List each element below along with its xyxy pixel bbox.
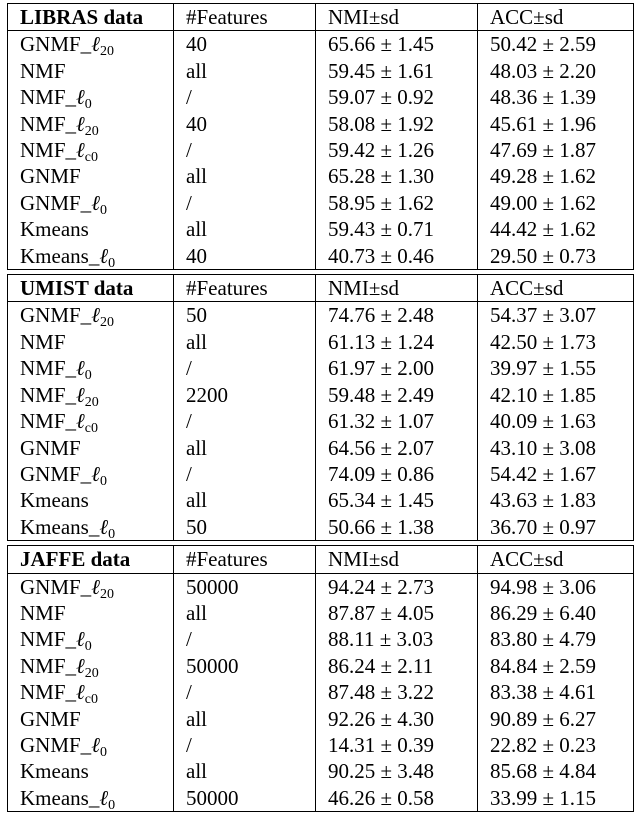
section-header-row [8, 546, 634, 573]
features-column-header: #Features [174, 546, 316, 573]
nmi-column-header: NMI±sd [316, 546, 478, 573]
acc-cell: 44.42 ± 1.62 [478, 216, 634, 242]
acc-cell: 90.89 ± 6.27 [478, 706, 634, 732]
method-cell [8, 679, 174, 705]
table-row [8, 84, 634, 110]
ell-symbol: ℓ [76, 653, 85, 678]
table-row [8, 137, 634, 163]
nmi-column-header: NMI±sd [316, 275, 478, 302]
acc-cell: 94.98 ± 3.06 [478, 573, 634, 600]
method-subscript: 20 [99, 315, 114, 329]
section-header-row [8, 4, 634, 31]
method-cell [8, 653, 174, 679]
method-name: NMF_ℓ [20, 409, 85, 434]
table-row [8, 600, 634, 626]
results-table-body [8, 3, 634, 812]
acc-cell: 83.80 ± 4.79 [478, 626, 634, 652]
acc-cell: 45.61 ± 1.96 [478, 111, 634, 137]
method-subscript: 0 [99, 473, 107, 488]
method-cell [8, 732, 174, 758]
method-name: GNMF_ℓ [20, 732, 100, 757]
method-name: NMF_ℓ [20, 627, 85, 652]
nmi-cell: 90.25 ± 3.48 [316, 758, 478, 784]
nmi-cell: 50.66 ± 1.38 [316, 514, 478, 541]
method-cell [8, 163, 174, 189]
table-row [8, 758, 634, 784]
acc-cell: 84.84 ± 2.59 [478, 653, 634, 679]
table-row [8, 732, 634, 758]
table-row [8, 355, 634, 381]
acc-cell: 42.50 ± 1.73 [478, 329, 634, 355]
acc-cell: 54.42 ± 1.67 [478, 461, 634, 487]
method-cell [8, 216, 174, 242]
method-subscript: 0 [99, 202, 107, 217]
method-subscript: 0 [84, 368, 92, 382]
acc-cell: 42.10 ± 1.85 [478, 382, 634, 408]
method-cell [8, 626, 174, 652]
nmi-cell: 61.13 ± 1.24 [316, 329, 478, 355]
method-name: NMF [20, 58, 66, 83]
table-row [8, 163, 634, 189]
method-subscript: 0 [84, 639, 92, 653]
features-column-header: #Features [174, 4, 316, 31]
nmi-cell: 14.31 ± 0.39 [316, 732, 478, 758]
method-subscript: 20 [84, 665, 99, 680]
nmi-cell: 74.09 ± 0.86 [316, 461, 478, 487]
method-cell [8, 58, 174, 84]
method-cell [8, 758, 174, 784]
method-name: NMF_ℓ [20, 85, 85, 110]
table-row [8, 58, 634, 84]
method-cell [8, 461, 174, 487]
acc-cell: 49.00 ± 1.62 [478, 190, 634, 216]
features-cell: all [174, 163, 316, 189]
features-cell: 50000 [174, 785, 316, 812]
method-cell [8, 382, 174, 408]
method-subscript: 20 [99, 586, 114, 600]
features-cell: 40 [174, 243, 316, 270]
nmi-cell: 61.32 ± 1.07 [316, 408, 478, 434]
ell-symbol: ℓ [76, 356, 85, 381]
ell-symbol: ℓ [76, 85, 85, 110]
features-cell: all [174, 706, 316, 732]
method-name: Kmeans_ℓ [20, 514, 109, 539]
features-cell: / [174, 626, 316, 652]
nmi-cell: 58.08 ± 1.92 [316, 111, 478, 137]
method-name: GNMF [20, 435, 81, 460]
method-cell [8, 243, 174, 270]
features-cell: / [174, 732, 316, 758]
method-subscript: 0 [108, 255, 116, 270]
method-cell [8, 111, 174, 137]
table-row [8, 626, 634, 652]
method-cell [8, 706, 174, 732]
ell-symbol: ℓ [99, 243, 109, 268]
method-cell [8, 190, 174, 216]
method-subscript: 0 [84, 97, 92, 111]
method-subscript: 0 [108, 526, 116, 541]
method-subscript: 20 [84, 123, 99, 138]
table-row [8, 243, 634, 270]
ell-symbol: ℓ [91, 303, 100, 328]
acc-cell: 48.36 ± 1.39 [478, 84, 634, 110]
method-name: GNMF_ℓ [20, 461, 100, 486]
ell-symbol: ℓ [76, 382, 85, 407]
features-cell: all [174, 58, 316, 84]
acc-cell: 43.10 ± 3.08 [478, 435, 634, 461]
nmi-cell: 40.73 ± 0.46 [316, 243, 478, 270]
ell-symbol: ℓ [91, 190, 100, 215]
nmi-cell: 59.42 ± 1.26 [316, 137, 478, 163]
table-row [8, 408, 634, 434]
acc-cell: 50.42 ± 2.59 [478, 31, 634, 58]
acc-cell: 29.50 ± 0.73 [478, 243, 634, 270]
features-cell: all [174, 600, 316, 626]
ell-symbol: ℓ [91, 732, 100, 757]
features-cell: / [174, 190, 316, 216]
features-cell: 40 [174, 111, 316, 137]
ell-symbol: ℓ [76, 680, 85, 705]
acc-column-header: ACC±sd [478, 275, 634, 302]
features-cell: 40 [174, 31, 316, 58]
nmi-cell: 59.07 ± 0.92 [316, 84, 478, 110]
features-column-header: #Features [174, 275, 316, 302]
nmi-cell: 94.24 ± 2.73 [316, 573, 478, 600]
nmi-cell: 59.45 ± 1.61 [316, 58, 478, 84]
features-cell: 50000 [174, 573, 316, 600]
nmi-cell: 88.11 ± 3.03 [316, 626, 478, 652]
acc-cell: 22.82 ± 0.23 [478, 732, 634, 758]
table-row [8, 216, 634, 242]
features-cell: 50 [174, 302, 316, 329]
ell-symbol: ℓ [91, 32, 100, 57]
method-cell [8, 514, 174, 541]
method-cell [8, 137, 174, 163]
method-name: GNMF [20, 164, 81, 189]
features-cell: all [174, 435, 316, 461]
method-subscript: c0 [84, 150, 98, 164]
table-row [8, 31, 634, 58]
ell-symbol: ℓ [99, 785, 109, 810]
nmi-column-header: NMI±sd [316, 4, 478, 31]
features-cell: / [174, 137, 316, 163]
method-name: Kmeans_ℓ [20, 785, 109, 810]
ell-symbol: ℓ [91, 461, 100, 486]
features-cell: / [174, 408, 316, 434]
features-cell: / [174, 461, 316, 487]
dataset-title: UMIST data [8, 275, 174, 302]
method-name: GNMF [20, 706, 81, 731]
nmi-cell: 59.48 ± 2.49 [316, 382, 478, 408]
features-cell: all [174, 758, 316, 784]
nmi-cell: 86.24 ± 2.11 [316, 653, 478, 679]
features-cell: all [174, 487, 316, 513]
method-cell [8, 355, 174, 381]
method-name: NMF_ℓ [20, 138, 85, 163]
nmi-cell: 61.97 ± 2.00 [316, 355, 478, 381]
acc-cell: 49.28 ± 1.62 [478, 163, 634, 189]
table-row [8, 679, 634, 705]
features-cell: / [174, 679, 316, 705]
features-cell: 50 [174, 514, 316, 541]
section-header-row [8, 275, 634, 302]
acc-cell: 83.38 ± 4.61 [478, 679, 634, 705]
table-row [8, 461, 634, 487]
method-name: NMF_ℓ [20, 653, 85, 678]
method-cell [8, 785, 174, 812]
table-row [8, 435, 634, 461]
table-row [8, 302, 634, 329]
nmi-cell: 87.48 ± 3.22 [316, 679, 478, 705]
ell-symbol: ℓ [91, 574, 100, 599]
method-name: NMF_ℓ [20, 680, 85, 705]
nmi-cell: 58.95 ± 1.62 [316, 190, 478, 216]
features-cell: 2200 [174, 382, 316, 408]
acc-cell: 85.68 ± 4.84 [478, 758, 634, 784]
method-subscript: c0 [84, 692, 98, 706]
method-cell [8, 302, 174, 329]
nmi-cell: 92.26 ± 4.30 [316, 706, 478, 732]
nmi-cell: 87.87 ± 4.05 [316, 600, 478, 626]
method-name: NMF [20, 329, 66, 354]
method-name: Kmeans [20, 488, 89, 513]
features-cell: 50000 [174, 653, 316, 679]
method-name: GNMF_ℓ [20, 190, 100, 215]
ell-symbol: ℓ [99, 514, 109, 539]
acc-cell: 86.29 ± 6.40 [478, 600, 634, 626]
table-row [8, 514, 634, 541]
table-row [8, 111, 634, 137]
acc-cell: 39.97 ± 1.55 [478, 355, 634, 381]
method-subscript: 0 [99, 744, 107, 759]
nmi-cell: 65.28 ± 1.30 [316, 163, 478, 189]
method-name: GNMF_ℓ [20, 32, 100, 57]
table-row [8, 706, 634, 732]
acc-cell: 47.69 ± 1.87 [478, 137, 634, 163]
method-subscript: 0 [108, 797, 116, 812]
table-row [8, 329, 634, 355]
dataset-title: LIBRAS data [8, 4, 174, 31]
acc-cell: 54.37 ± 3.07 [478, 302, 634, 329]
method-cell [8, 573, 174, 600]
method-cell [8, 487, 174, 513]
features-cell: / [174, 84, 316, 110]
nmi-cell: 59.43 ± 0.71 [316, 216, 478, 242]
acc-cell: 48.03 ± 2.20 [478, 58, 634, 84]
acc-cell: 40.09 ± 1.63 [478, 408, 634, 434]
table-row [8, 573, 634, 600]
method-subscript: 20 [99, 44, 114, 58]
method-cell [8, 329, 174, 355]
method-cell [8, 84, 174, 110]
acc-cell: 43.63 ± 1.83 [478, 487, 634, 513]
method-name: GNMF_ℓ [20, 574, 100, 599]
method-name: NMF [20, 600, 66, 625]
ell-symbol: ℓ [76, 409, 85, 434]
nmi-cell: 46.26 ± 0.58 [316, 785, 478, 812]
method-name: NMF_ℓ [20, 356, 85, 381]
nmi-cell: 64.56 ± 2.07 [316, 435, 478, 461]
nmi-cell: 65.66 ± 1.45 [316, 31, 478, 58]
method-name: NMF_ℓ [20, 111, 85, 136]
dataset-title: JAFFE data [8, 546, 174, 573]
acc-cell: 36.70 ± 0.97 [478, 514, 634, 541]
features-cell: all [174, 216, 316, 242]
table-row [8, 190, 634, 216]
method-subscript: c0 [84, 421, 98, 435]
method-cell [8, 31, 174, 58]
method-cell [8, 600, 174, 626]
method-name: GNMF_ℓ [20, 303, 100, 328]
table-row [8, 785, 634, 812]
method-name: Kmeans [20, 217, 89, 242]
method-name: Kmeans_ℓ [20, 243, 109, 268]
ell-symbol: ℓ [76, 138, 85, 163]
acc-cell: 33.99 ± 1.15 [478, 785, 634, 812]
nmi-cell: 65.34 ± 1.45 [316, 487, 478, 513]
method-cell [8, 435, 174, 461]
ell-symbol: ℓ [76, 111, 85, 136]
method-name: NMF_ℓ [20, 382, 85, 407]
ell-symbol: ℓ [76, 627, 85, 652]
table-row [8, 487, 634, 513]
features-cell: all [174, 329, 316, 355]
method-name: Kmeans [20, 759, 89, 784]
method-cell [8, 408, 174, 434]
table-row [8, 653, 634, 679]
results-table [7, 3, 634, 812]
acc-column-header: ACC±sd [478, 4, 634, 31]
acc-column-header: ACC±sd [478, 546, 634, 573]
nmi-cell: 74.76 ± 2.48 [316, 302, 478, 329]
table-row [8, 382, 634, 408]
method-subscript: 20 [84, 394, 99, 409]
features-cell: / [174, 355, 316, 381]
